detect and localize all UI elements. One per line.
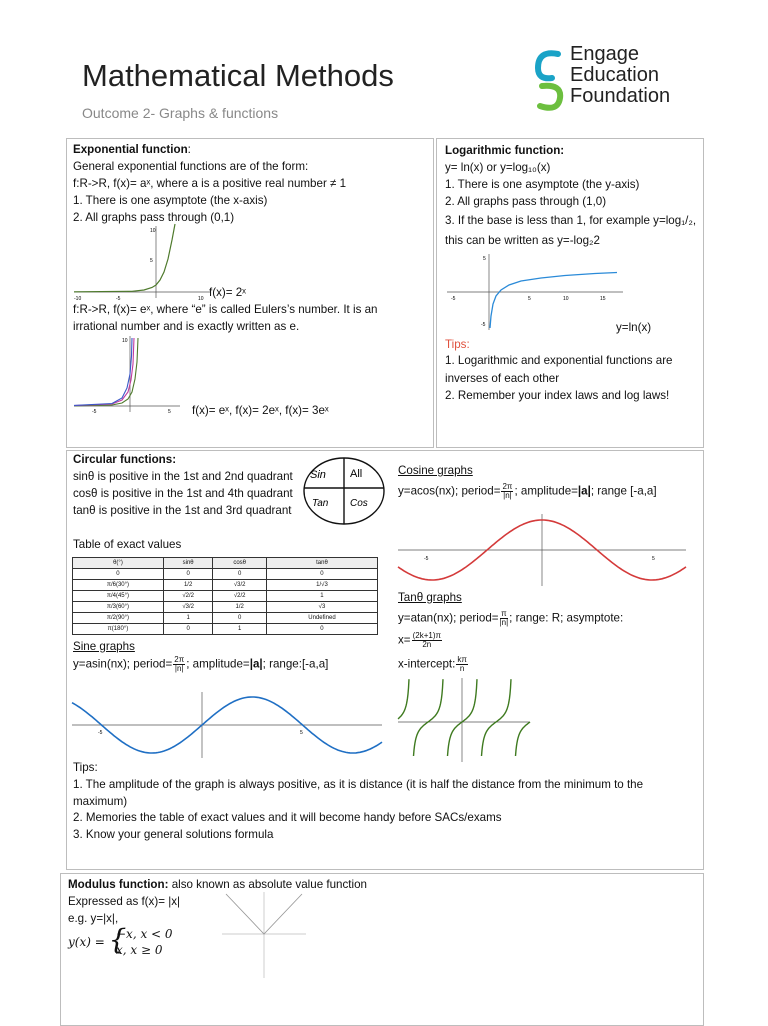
log-tip-1b: inverses of each other (445, 372, 560, 385)
table-cell: √3/2 (213, 580, 267, 591)
circ-tip-3: 3. Know your general solutions formula (73, 828, 274, 841)
log-tips-heading: Tips: (445, 338, 470, 351)
svg-text:-5: -5 (92, 409, 97, 414)
svg-text:-5: -5 (424, 556, 429, 562)
tan-xint-text: x-intercept: (398, 657, 456, 671)
table-cell: 1 (163, 613, 212, 624)
table-cell: 1/√3 (266, 580, 377, 591)
cast-sin: Sin (310, 469, 326, 481)
log-graph-label: y=ln(x) (616, 321, 652, 334)
logo (528, 44, 698, 114)
table-cell: π/6(30°) (73, 580, 164, 591)
sine-eq-text: y=asin(nx); period= (73, 657, 173, 671)
svg-text:10: 10 (563, 296, 569, 302)
mod-line-2: e.g. y=|x|, (68, 912, 119, 925)
table-row (73, 580, 378, 591)
cosine-equation (398, 483, 657, 500)
log-tip-2: 2. Remember your index laws and log laws! (445, 389, 670, 402)
circ-line-2: cosθ is positive in the 1st and 4th quadrant (73, 487, 293, 500)
table-cell: 0 (213, 569, 267, 580)
cast-all: All (350, 468, 363, 480)
table-cell: 0 (163, 624, 212, 635)
table-cell: 1/2 (213, 602, 267, 613)
table-cell: π/2(90°) (73, 613, 164, 624)
table-header: cosθ (213, 558, 267, 569)
sine-range-text: ; range:[-a,a] (262, 657, 329, 671)
table-header: sinθ (163, 558, 212, 569)
circ-tips-heading: Tips: (73, 761, 98, 774)
exp-graph-2-label: f(x)= eˣ, f(x)= 2eˣ, f(x)= 3eˣ (192, 404, 329, 417)
logo-mark-icon (528, 46, 568, 112)
mod-piece-lhs: y(x) = (68, 935, 109, 949)
exp-line-6: irrational number and is exactly written as e. (73, 320, 300, 333)
svg-text:5: 5 (150, 258, 153, 264)
tan-eq-text: y=atan(nx); period= (398, 611, 499, 625)
logo-line-1: Engage (570, 43, 639, 65)
frac-den: |n| (174, 664, 184, 673)
table-cell: π/3(60°) (73, 602, 164, 613)
table-cell: 1/2 (163, 580, 212, 591)
table-row (73, 569, 378, 580)
mod-line-1: Expressed as f(x)= |x| (68, 895, 181, 908)
log-line-3: 2. All graphs pass through (1,0) (445, 195, 607, 208)
tan-xint-frac (456, 656, 468, 673)
exp-line-1: General exponential functions are of the form: (73, 160, 309, 173)
exp-graph-2x (72, 222, 212, 300)
table-cell: √3/2 (163, 602, 212, 613)
table-header: tanθ (266, 558, 377, 569)
tan-graph (396, 676, 532, 764)
log-heading: Logarithmic function: (445, 144, 565, 157)
cos-period-frac (501, 483, 513, 500)
sine-amp-text: ; amplitude= (186, 657, 250, 671)
svg-text:-5: -5 (481, 322, 486, 328)
cosine-heading: Cosine graphs (398, 464, 473, 477)
table-header: θ(°) (73, 558, 164, 569)
tan-heading: Tanθ graphs (398, 591, 462, 604)
cosine-graph (396, 512, 688, 588)
frac-den: 2n (422, 640, 432, 649)
circ-tip-1b: maximum) (73, 795, 128, 808)
page-subtitle: Outcome 2- Graphs & functions (82, 105, 279, 121)
exp-graph-1-label: f(x)= 2ˣ (209, 286, 246, 299)
table-row (73, 624, 378, 635)
exact-values-table (72, 557, 378, 635)
table-row (73, 602, 378, 613)
table-cell: √3 (266, 602, 377, 613)
cast-tan: Tan (312, 498, 329, 509)
table-cell: 0 (73, 569, 164, 580)
tan-range-text: ; range: R; asymptote: (509, 611, 624, 625)
frac-den: n (459, 664, 465, 673)
log-line-1: y= ln(x) or y=log₁₀(x) (445, 161, 551, 174)
frac-num: 2π (174, 655, 185, 664)
exp-line-3: 1. There is one asymptote (the x-axis) (73, 194, 268, 207)
circ-line-3: tanθ is positive in the 1st and 3rd quadrant (73, 504, 292, 517)
table-cell: 1 (266, 591, 377, 602)
table-cell: 0 (266, 569, 377, 580)
sine-period-frac (173, 656, 185, 673)
svg-text:10: 10 (122, 338, 128, 344)
svg-text:10: 10 (198, 296, 204, 300)
modulus-graph (218, 890, 308, 980)
table-cell: √2/2 (213, 591, 267, 602)
exp-line-4: 2. All graphs pass through (0,1) (73, 211, 235, 224)
tan-xintercept (398, 656, 469, 673)
exponential-heading-colon: : (187, 143, 191, 156)
table-cell: π(180°) (73, 624, 164, 635)
table-cell: √2/2 (163, 591, 212, 602)
mod-piece-1: −x, x < 0 (116, 927, 173, 941)
exponential-heading: Exponential function (73, 143, 188, 156)
exp-line-2: f:R->R, f(x)= aˣ, where a is a positive real number ≠ 1 (73, 177, 347, 190)
svg-text:-5: -5 (451, 296, 456, 302)
table-cell: 0 (163, 569, 212, 580)
svg-text:-10: -10 (74, 296, 82, 300)
table-row (73, 613, 378, 624)
svg-text:5: 5 (652, 556, 655, 562)
svg-text:10: 10 (150, 228, 156, 234)
frac-den: |n| (499, 618, 509, 627)
sine-graph (70, 690, 384, 760)
svg-text:5: 5 (483, 256, 486, 262)
sine-amp-value: |a| (249, 657, 263, 671)
log-tip-1: 1. Logarithmic and exponential functions are (445, 354, 673, 367)
frac-num: (2k+1)π (412, 631, 441, 640)
tan-asym-frac (412, 632, 442, 649)
svg-text:-5: -5 (98, 730, 103, 736)
exp-graph-e (72, 334, 182, 414)
cos-amp-text: ; amplitude= (514, 484, 578, 498)
mod-piece-2: x, x ≥ 0 (116, 943, 163, 957)
svg-text:5: 5 (300, 730, 303, 736)
table-row (73, 591, 378, 602)
table-cell: 0 (213, 613, 267, 624)
sine-equation (73, 656, 328, 673)
table-cell: 0 (266, 624, 377, 635)
svg-text:5: 5 (168, 409, 171, 414)
cast-cos: Cos (350, 498, 368, 509)
tan-asymptote (398, 632, 443, 649)
circ-tip-1: 1. The amplitude of the graph is always positive, as it is distance (it is half the distance from the minimum to the (73, 778, 644, 791)
cos-eq-text: y=acos(nx); period= (398, 484, 501, 498)
svg-text:15: 15 (600, 296, 606, 302)
frac-num: π (501, 609, 507, 618)
frac-num: kπ (457, 655, 467, 664)
cos-amp-value: |a| (577, 484, 591, 498)
log-line-5: this can be written as y=-log₂2 (445, 234, 600, 247)
table-cell: Undefined (266, 613, 377, 624)
svg-text:5: 5 (528, 296, 531, 302)
tan-asym-text: x= (398, 633, 411, 647)
circ-tip-2: 2. Memories the table of exact values and it will become handy before SACs/exams (73, 811, 502, 824)
cos-range-text: ; range [-a,a] (590, 484, 657, 498)
modulus-heading-rest: also known as absolute value function (168, 878, 367, 891)
tan-period-frac (500, 610, 509, 627)
svg-text:-5: -5 (116, 296, 121, 300)
brace-icon: { (108, 922, 127, 956)
modulus-heading: Modulus function: (68, 878, 169, 891)
tan-equation (398, 610, 623, 627)
exp-line-5: f:R->R, f(x)= eˣ, where “e” is called Eulers’s number. It is an (73, 303, 378, 316)
log-line-2: 1. There is one asymptote (the y-axis) (445, 178, 640, 191)
log-line-4: 3. If the base is less than 1, for example y=log₁/₂, (445, 214, 697, 227)
logo-line-2: Education (570, 64, 659, 86)
cast-diagram (302, 456, 386, 526)
frac-num: 2π (502, 482, 513, 491)
table-cell: 1 (213, 624, 267, 635)
table-title: Table of exact values (73, 538, 182, 551)
sine-heading: Sine graphs (73, 640, 135, 653)
table-cell: π/4(45°) (73, 591, 164, 602)
log-graph (445, 252, 625, 332)
circ-line-1: sinθ is positive in the 1st and 2nd quadrant (73, 470, 293, 483)
circular-heading: Circular functions: (73, 453, 177, 466)
frac-den: |n| (503, 491, 512, 500)
logo-line-3: Foundation (570, 85, 671, 107)
page-title: Mathematical Methods (82, 58, 394, 93)
